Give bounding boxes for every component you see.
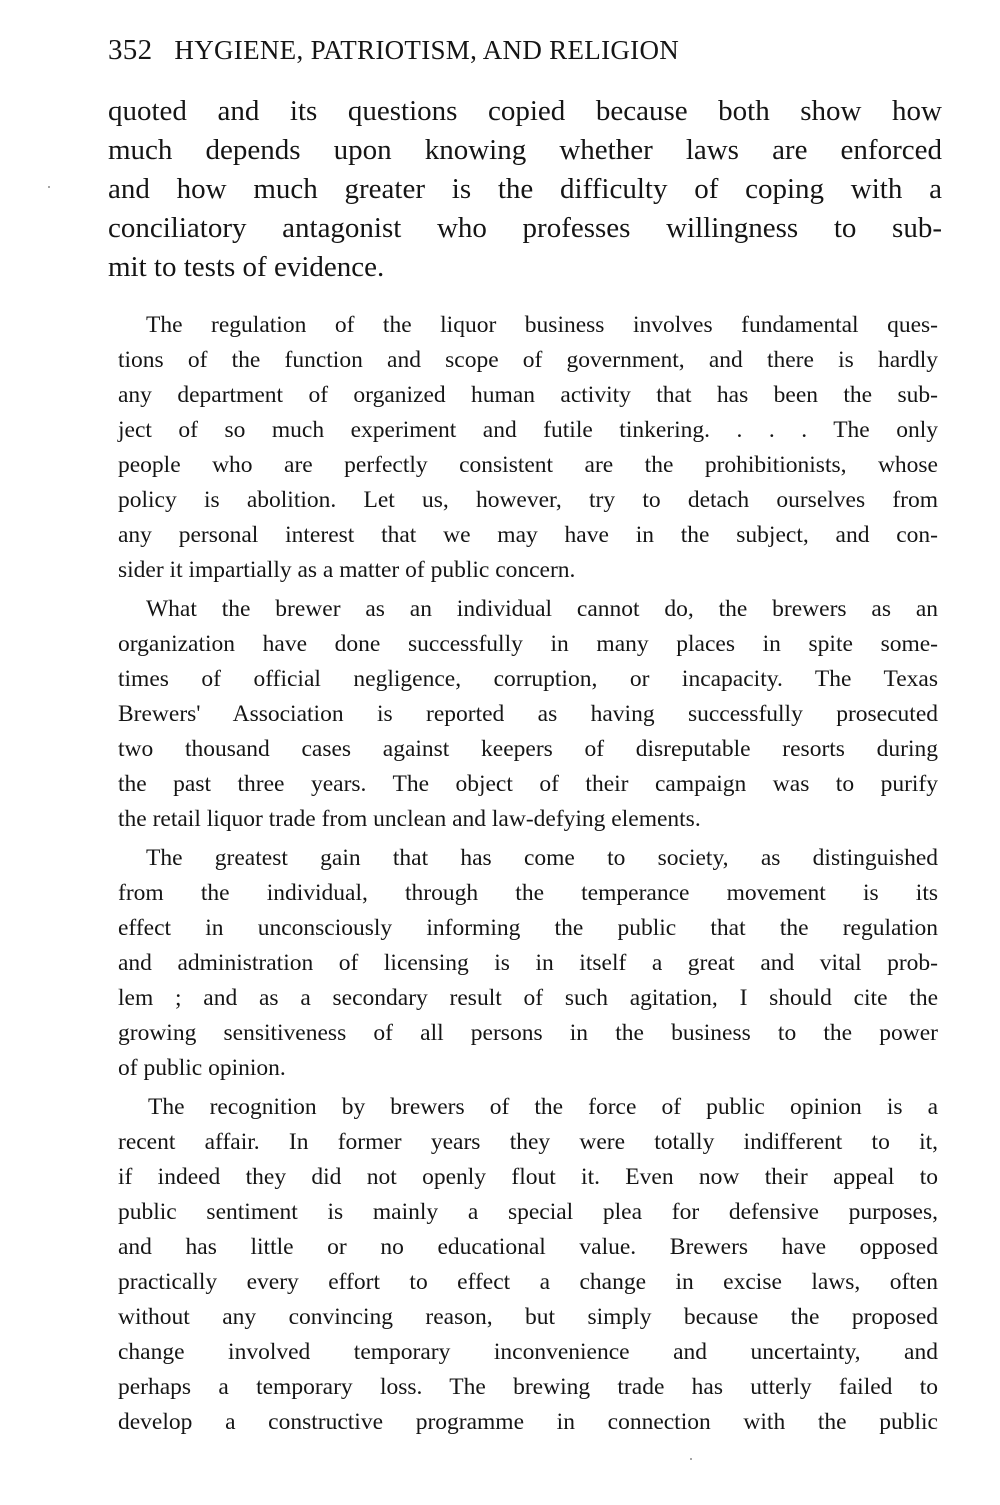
text-line: change involved temporary inconvenience and uncertainty, and (118, 1339, 938, 1365)
text-line: quoted and its questions copied because both show how (108, 95, 942, 127)
text-line: lem ; and as a secondary result of such agitation, I should cite the (118, 985, 938, 1011)
text-line: much depends upon knowing whether laws are enforced (108, 134, 942, 166)
text-line: mit to tests of evidence. (108, 251, 385, 283)
text-line: What the brewer as an individual cannot do, the brewers as an (146, 596, 938, 622)
text-line: any personal interest that we may have in the subject, and con- (118, 522, 938, 548)
text-line: the retail liquor trade from unclean and law-defying elements. (118, 806, 701, 832)
text-line: times of official negligence, corruption, or incapacity. The Texas (118, 666, 938, 692)
text-line: and how much greater is the difficulty of coping with a (108, 173, 942, 205)
text-line: growing sensitiveness of all persons in the business to the power (118, 1020, 938, 1046)
text-line: recent affair. In former years they were totally indifferent to it, (118, 1129, 938, 1155)
text-line: two thousand cases against keepers of disreputable resorts during (118, 736, 938, 762)
text-line: from the individual, through the temperance movement is its (118, 880, 938, 906)
running-head (108, 30, 948, 70)
text-line: of public opinion. (118, 1055, 286, 1081)
text-line: people who are perfectly consistent are the prohibitionists, whose (118, 452, 938, 478)
text-line: Brewers' Association is reported as having successfully prosecuted (118, 701, 938, 727)
text-line: without any convincing reason, but simply because the proposed (118, 1304, 938, 1330)
scan-speck (48, 186, 50, 188)
text-line: tions of the function and scope of government, and there is hardly (118, 347, 938, 373)
text-line: sider it impartially as a matter of public concern. (118, 557, 576, 583)
text-line: and administration of licensing is in itself a great and vital prob- (118, 950, 938, 976)
text-line: organization have done successfully in many places in spite some- (118, 631, 938, 657)
page-number: 352 (108, 34, 153, 66)
text-line: The greatest gain that has come to society, as distinguished (146, 845, 938, 871)
text-line: policy is abolition. Let us, however, try to detach ourselves from (118, 487, 938, 513)
text-line: develop a constructive programme in connection with the public (118, 1409, 938, 1435)
running-title: HYGIENE, PATRIOTISM, AND RELIGION (174, 35, 680, 65)
scan-speck (690, 1458, 692, 1460)
text-line: conciliatory antagonist who professes willingness to sub- (108, 212, 942, 244)
text-line: The regulation of the liquor business involves fundamental ques- (146, 312, 938, 338)
text-line: ject of so much experiment and futile tinkering. . . . The only (118, 417, 938, 443)
text-line: and has little or no educational value. Brewers have opposed (118, 1234, 938, 1260)
text-line: The recognition by brewers of the force of public opinion is a (148, 1094, 938, 1120)
text-line: public sentiment is mainly a special plea for defensive purposes, (118, 1199, 938, 1225)
text-line: practically every effort to effect a change in excise laws, often (118, 1269, 938, 1295)
text-line: the past three years. The object of their campaign was to purify (118, 771, 938, 797)
text-line: effect in unconsciously informing the public that the regulation (118, 915, 938, 941)
text-line: if indeed they did not openly flout it. Even now their appeal to (118, 1164, 938, 1190)
text-line: any department of organized human activity that has been the sub- (118, 382, 938, 408)
text-line: perhaps a temporary loss. The brewing trade has utterly failed to (118, 1374, 938, 1400)
